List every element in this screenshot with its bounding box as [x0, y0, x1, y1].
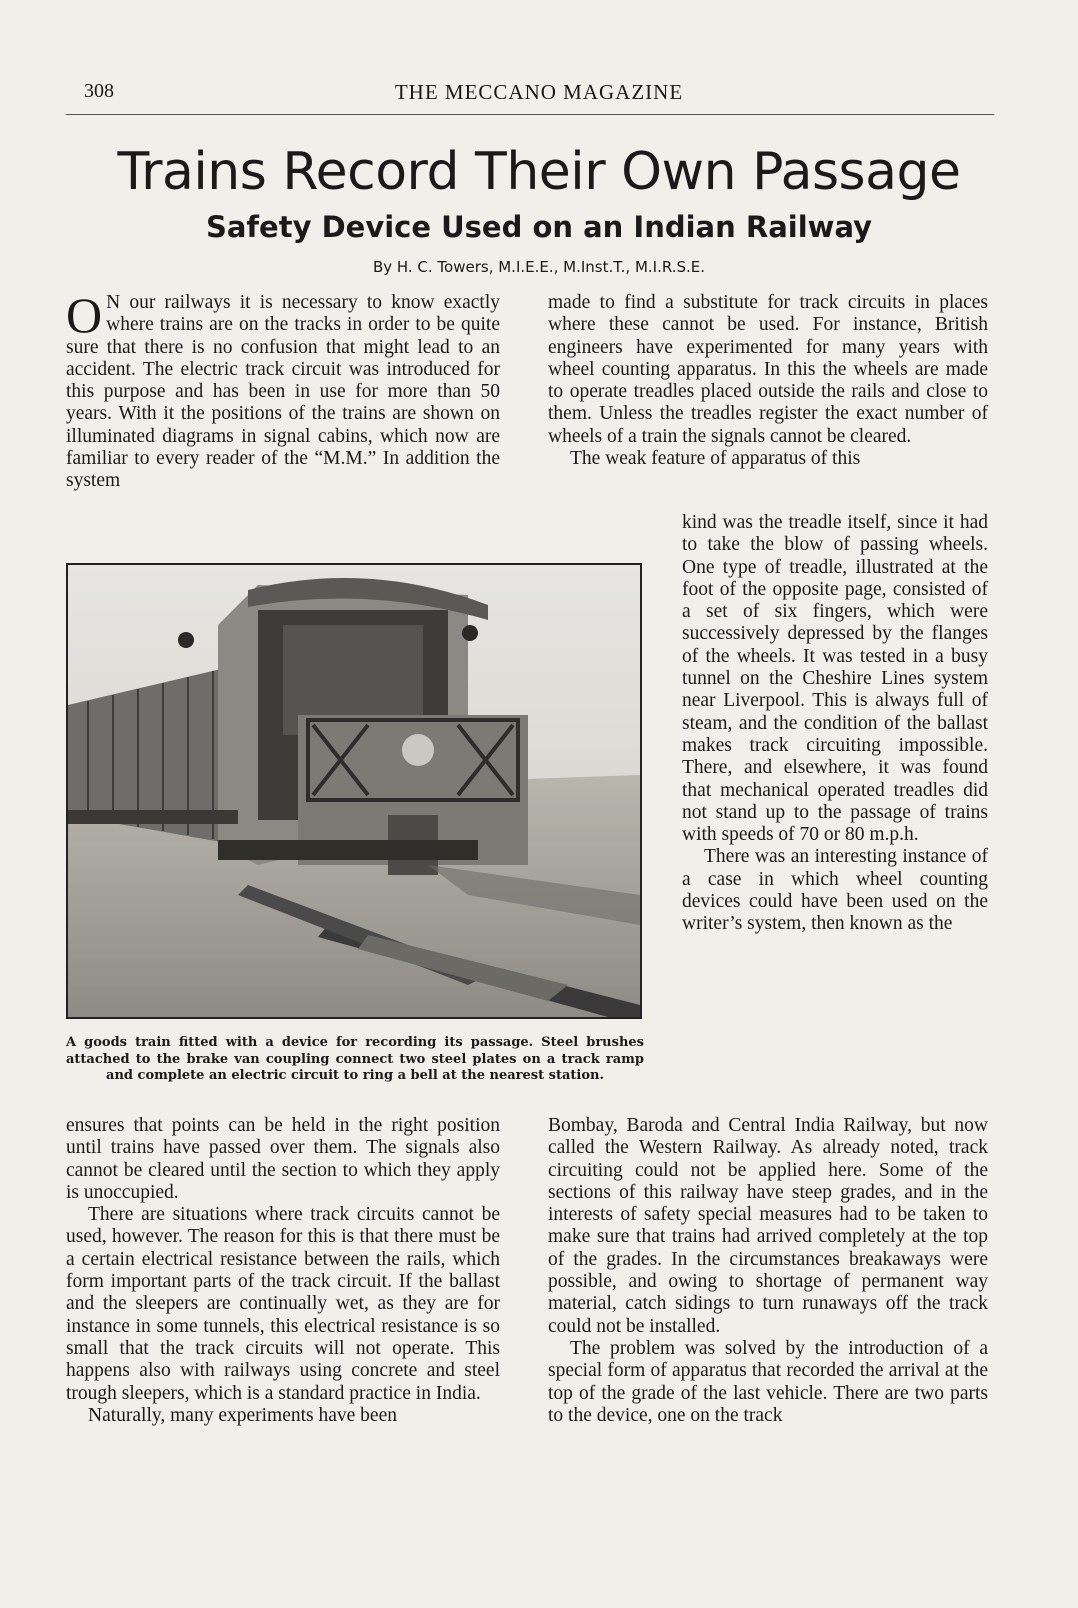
header-rule: [66, 114, 994, 115]
photo-caption: A goods train fitted with a device for recording its passage. Steel brushes attached to the brake van coupling connect two steel plates on a track ramp and complete an electric circuit to ring a bell at the nearest station.: [66, 1035, 644, 1083]
drop-cap: O: [66, 287, 103, 343]
article-title: Trains Record Their Own Passage: [117, 142, 961, 202]
paragraph: There was an interesting instance of a case in which wheel counting devices could have been used on the writer’s system, then known as the: [682, 846, 988, 935]
paragraph: The problem was solved by the introduction of a special form of apparatus that recorded the arrival at the top of the grade of the last vehicle. There are two parts to the device, one on the track: [548, 1337, 988, 1426]
train-photo: [66, 563, 642, 1019]
paragraph-text: N our railways it is necessary to know exactly where trains are on the tracks in order to be quite sure that there is no confusion that might lead to an accident. The electric track circuit was introduced for this purpose and has been in use for more than 50 years. With it the positions of the trains are shown on illuminated diagrams in signal cabins, which now are familiar to every reader of the “M.M.” In addition the system: [66, 292, 500, 492]
paragraph-start: The weak feature of apparatus of this: [570, 448, 861, 470]
paragraph: [66, 287, 500, 493]
column-2-bottom: [548, 1115, 988, 1427]
column-1-bottom: [66, 1115, 500, 1427]
column-1-top: [66, 287, 500, 493]
paragraph: Bombay, Baroda and Central India Railway, but now called the Western Railway. As already noted, track circuiting could not be applied here. Some of the sections of this railway have steep grades, and in the interests of safety special measures had to be taken to make sure that trains had arrived completely at the top of the grades. In the circumstances breakaways were possible, and owing to shortage of permanent way material, catch sidings to turn runaways off the track could not be installed.: [548, 1115, 988, 1337]
paragraph: made to find a substitute for track circuits in places where these cannot be used. For instance, British engineers have experimented for many years with wheel counting apparatus. In this the wheels are made to operate treadles placed outside the rails and close to them. Unless the treadles register the exact number of wheels of a train the signals cannot be cleared.: [548, 292, 988, 447]
article-byline: By H. C. Towers, M.I.E.E., M.Inst.T., M.I.R.S.E.: [372, 258, 706, 276]
column-2-narrow: [682, 512, 988, 936]
goods-train-illustration: [68, 565, 640, 1017]
paragraph: Naturally, many experiments have been: [88, 1404, 397, 1426]
column-2-top: [548, 292, 988, 470]
article-subtitle: Safety Device Used on an Indian Railway: [205, 210, 873, 244]
paragraph: ensures that points can be held in the right position until trains have passed over them. The signals also cannot be cleared until the section to which they apply is unoccupied.: [66, 1115, 500, 1203]
paragraph: There are situations where track circuits cannot be used, however. The reason for this is that there must be a certain electrical resistance between the rails, which form important parts of the track circuit. If the ballast and the sleepers are continually wet, as they are for instance in some tunnels, this electrical resistance is so small that the track circuits will not operate. This happens also with railways using concrete and steel trough sleepers, which is a standard practice in India.: [66, 1204, 500, 1404]
page-number: 308: [84, 80, 114, 102]
magazine-title: THE MECCANO MAGAZINE: [394, 80, 684, 104]
paragraph: kind was the treadle itself, since it had to take the blow of passing wheels. One type of treadle, illustrated at the foot of the opposite page, consisted of a set of six fingers, which were successively depressed by the flanges of the wheels. It was tested in a busy tunnel on the Cheshire Lines system near Liverpool. This is always full of steam, and the condition of the ballast makes track circuiting impossible. There, and elsewhere, it was found that mechanical operated treadles did not stand up to the passage of trains with speeds of 70 or 80 m.p.h.: [682, 512, 988, 846]
